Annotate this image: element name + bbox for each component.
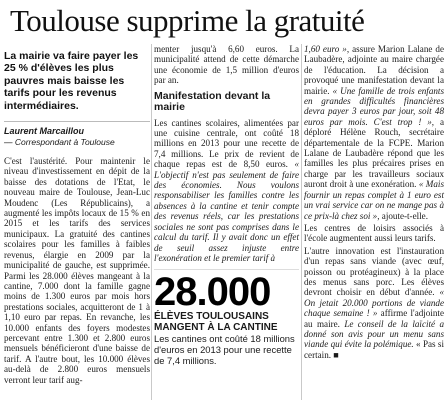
column-divider — [301, 44, 302, 400]
body-paragraph: Les centres de loisirs associés à l'école augmentent aussi leurs tarifs. — [304, 222, 444, 244]
body-text: L'autre innovation est l'instauration d'un repas sans viande (avec œuf, poisson ou protéagineux) à la place des menus sans porc. Les élèves devront choisir en début d'année. — [304, 245, 444, 298]
column-divider — [151, 44, 152, 400]
body-paragraph: C'est l'austérité. Pour maintenir le niveau d'investissement en dépit de la baisse des dotations de l'Etat, le nouveau maire de Toulouse, Jean-Luc Moudenc (Les Républicains), a augmenté les impôts locaux de 15 % en 2015 et les tarifs des services municipaux. La gratuité des cantines scolaires pour les familles à faibles revenus, élargie en 2009 par la municipalité de gauche, est supprimée. Parmi les 28.000 élèves mangeant à la cantine, 7.000 dont la famille gagne moins de 1.300 euros par mois hors prestations sociales, acquitteront de 1 à 1,10 euro par repas. En revanche, les 10.000 enfants des foyers modestes percevant entre 1.300 et 2.800 euros mensuels bénéficieront d'une baisse de tarif. A l'autre bout, les 10.000 élèves au-delà de 2.800 euros mensuels verront leur tarif aug- — [4, 156, 150, 385]
stat-callout — [154, 269, 299, 366]
quote-text: Le conseil de la laïcité a donné son avis pour un menu sans viande qui évite la polémique. — [304, 318, 445, 350]
article-lead: La mairie va faire payer les 25 % d'élèves les plus pauvres mais baisse les tarifs pour les revenus intermédiaires. — [4, 50, 139, 112]
article-column-1 — [4, 50, 150, 385]
quote-text: 1,60 euro » — [304, 44, 347, 54]
article-column-3 — [304, 44, 444, 360]
quote-text: « Mais fournir un repas complet à 1 euro est un vrai service car on ne mange pas à ce prix-là chez soi » — [304, 179, 444, 221]
body-text: Les cantines scolaires, alimentées par une cuisine centrale, ont coûté 18 millions en 2013 pour une recette de 7,4 millions. Le prix de revient de chaque repas est de 8,50 euros. — [154, 117, 299, 170]
article-headline: Toulouse supprime la gratuité — [10, 3, 365, 38]
body-text: , ajoute-t-elle. — [377, 210, 428, 221]
stat-number: 28.000 — [154, 270, 271, 315]
body-paragraph — [304, 246, 444, 360]
byline — [4, 121, 150, 148]
stat-description: Les cantines ont coûté 18 millions d'euros en 2013 pour une recette de 7,4 millions. — [154, 333, 295, 366]
author-role: — Correspondant à Toulouse — [4, 137, 115, 148]
body-text: affirme l'adjointe au maire. — [304, 308, 444, 329]
stat-label: ÉLÈVES TOULOUSAINS MANGENT À LA CANTINE — [154, 311, 278, 334]
body-paragraph — [154, 118, 299, 264]
quote-text: « Une famille de trois enfants en grandes difficultés financières devra payer 3 euros par jour, soit 48 euros par mois. C'est trop ! » — [304, 85, 444, 127]
author-name: Laurent Marcaillou — [4, 126, 85, 137]
body-paragraph — [304, 44, 444, 221]
article-column-2 — [154, 44, 299, 366]
body-text: « Pas si certain. ■ — [304, 339, 445, 360]
section-subheading: Manifestation devant la mairie — [154, 89, 271, 114]
body-text: , assure Marion Lalane de Laubadère, adjointe au maire chargée de l'éducation. La décision a provoqué une manifestation devant la mairie. — [304, 44, 445, 96]
body-text: , a déploré Hélène Rouch, secrétaire départementale de la FCPE. Marion Lalane de Laubadère répond que les familles les plus précaires prises en charge par les travailleurs sociaux auront droit à une exonération. — [304, 116, 444, 190]
quote-text: « On jetait 20.000 portions de viande chaque semaine ! » — [304, 287, 444, 319]
quote-text: « L'objectif n'est pas seulement de faire des économies. Nous voulons responsabiliser les familles contre les absences à la cantine et tenir compte des revenus réels, car les prestations sociales ne sont pas comprises dans le calcul du tarif. Il y avait donc un effet de seuil assez injuste entre l'exonération et le premier tarif à — [154, 159, 299, 263]
body-paragraph: menter jusqu'à 6,60 euros. La municipalité attend de cette démarche une économie de 1,5 million d'euros par an. — [154, 44, 299, 86]
